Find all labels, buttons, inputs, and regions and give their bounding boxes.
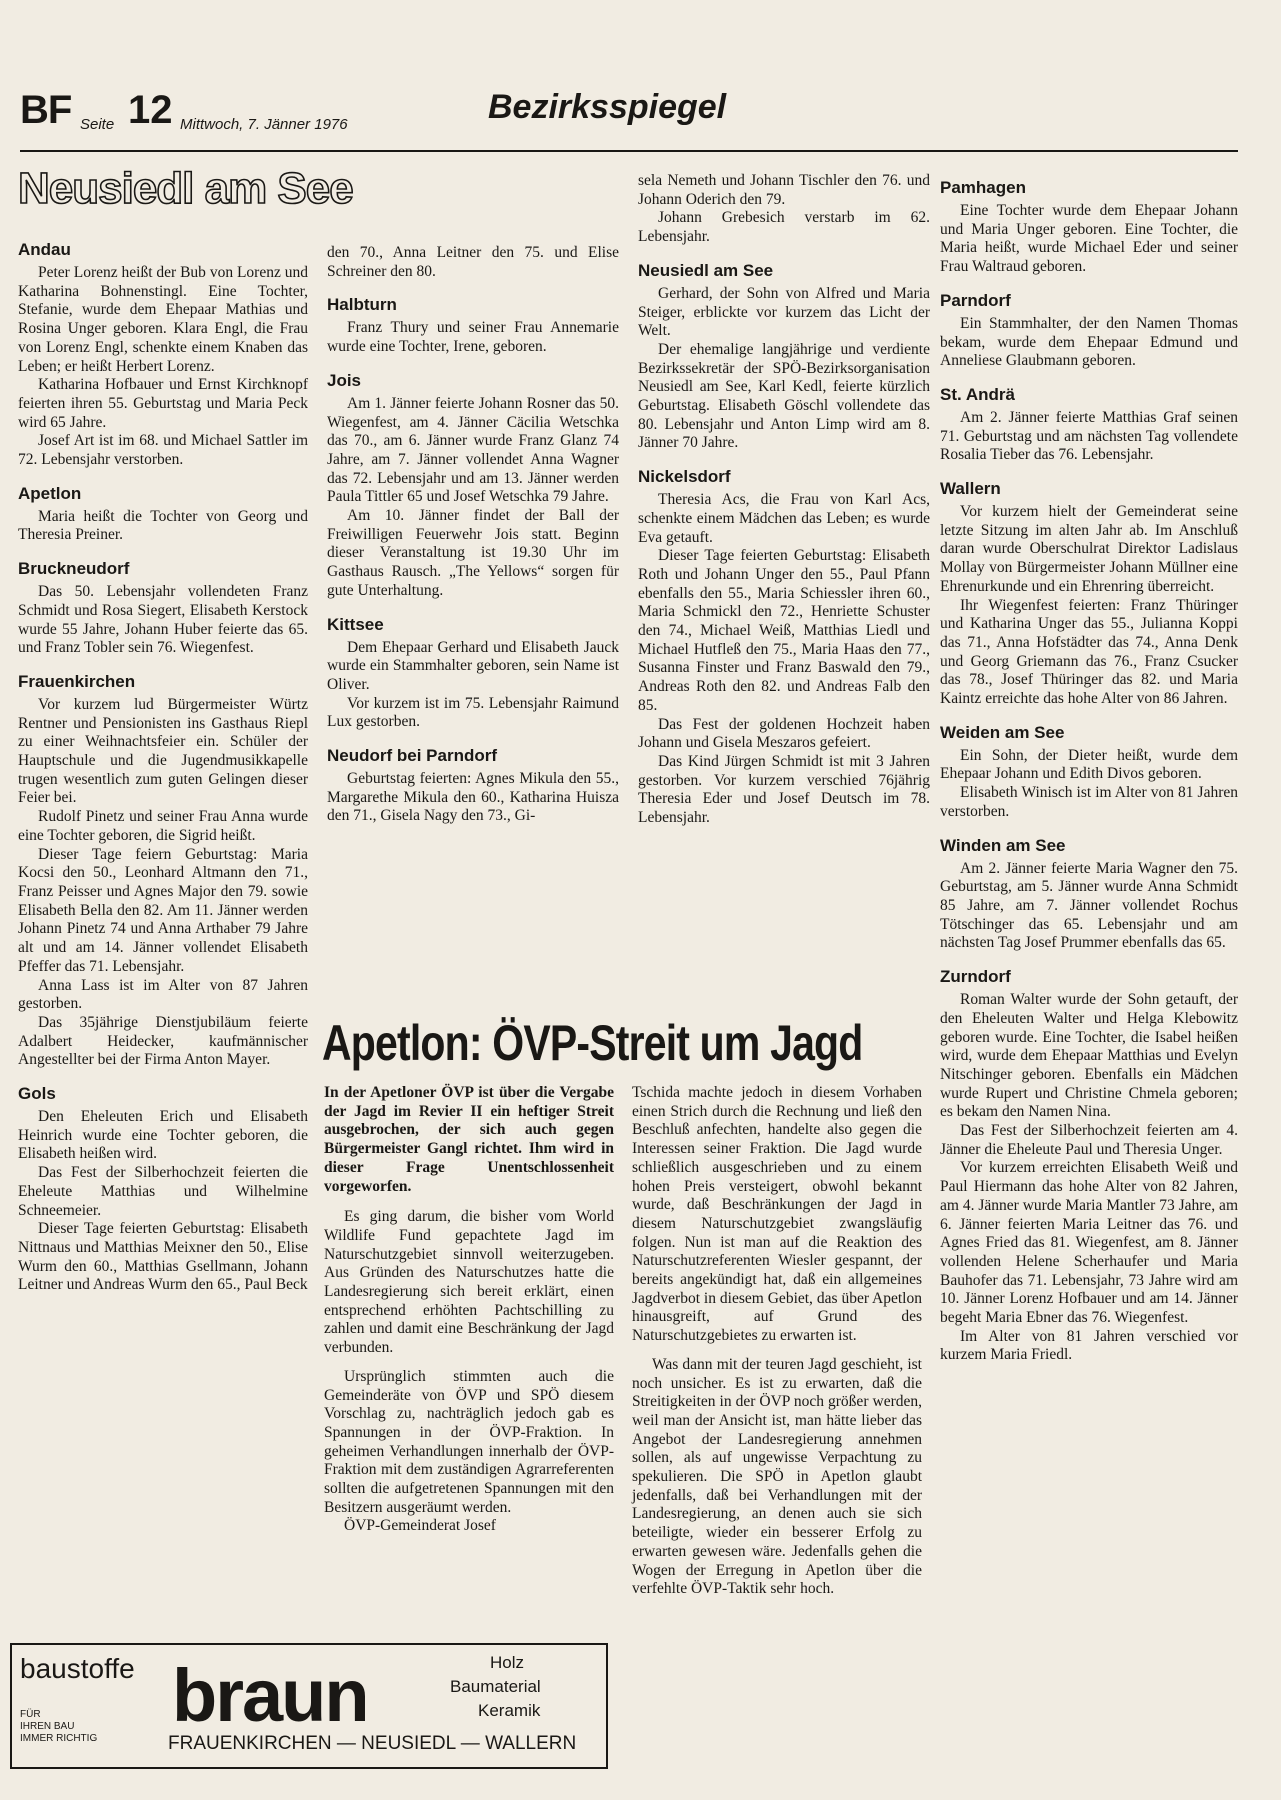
heading-weiden: Weiden am See	[940, 722, 1065, 742]
header-rule	[20, 150, 1238, 152]
paragraph: Es ging darum, die bisher vom World Wildlife Fund gepachtete Jagd im Naturschutzgebiet sinnvoll weiterzugeben. Aus Gründen des Naturschutzes hatte die Landesregierung sich bereit erklärt, einen entsprechend erhöhten Pachtschilling zu zahlen und damit eine Beschränkung der Jagd verbunden.	[324, 1208, 614, 1357]
paragraph: Anna Lass ist im Alter von 87 Jahren gestorben.	[18, 976, 308, 1013]
ad-product-baumaterial: Baumaterial	[450, 1677, 541, 1696]
paragraph: Am 2. Jänner feierte Matthias Graf seinen 71. Geburtstag und am nächsten Tag vollendete Rosalia Tieber das 76. Lebensjahr.	[940, 408, 1238, 464]
paragraph: Rudolf Pinetz und seiner Frau Anna wurde eine Tochter geboren, die Sigrid heißt.	[18, 808, 308, 844]
paragraph: den 70., Anna Leitner den 75. und Elise Schreiner den 80.	[327, 244, 619, 280]
paragraph: Maria heißt die Tochter von Georg und Theresia Preiner.	[18, 507, 308, 544]
heading-nickelsdorf: Nickelsdorf	[638, 467, 731, 487]
ad-product-keramik: Keramik	[478, 1701, 541, 1720]
heading-winden: Winden am See	[940, 835, 1066, 855]
column-3	[638, 172, 930, 828]
heading-jois: Jois	[327, 370, 362, 390]
paragraph: Der ehemalige langjährige und verdiente Bezirkssekretär der SPÖ-Bezirksorganisation Neusiedl am See, Karl Kedl, feierte kürzlich Geburtstag. Elisabeth Göschl vollendete das 80. Lebensjahr und Anton Limp wird am 8. Jänner 70 Jahre.	[638, 340, 930, 452]
paragraph: Im Alter von 81 Jahren verschied vor kurzem Maria Friedl.	[940, 1327, 1238, 1364]
article-lead: In der Apetloner ÖVP ist über die Vergabe der Jagd im Revier II ein heftiger Streit ausgebrochen, der sich auch gegen Bürgermeister Gangl richtet. Ihm wird in dieser Frage Unentschlossenheit vorgeworfen.	[324, 1084, 614, 1195]
article-column-left	[324, 1084, 614, 1536]
paragraph: ÖVP-Gemeinderat Josef	[344, 1517, 496, 1535]
heading-wallern: Wallern	[940, 479, 1001, 499]
paragraph: Theresia Acs, die Frau von Karl Acs, schenkte einem Mädchen das Leben; es wurde Eva getauft.	[638, 491, 930, 546]
paragraph: Was dann mit der teuren Jagd geschieht, ist noch unsicher. Es ist zu erwarten, daß die Streitigkeiten in der ÖVP noch größer werden, weil man der Ansicht ist, man hätte lieber das Angebot der Landesregierung annehmen sollen, als auf ungewisse Verpachtung zu spekulieren. Die SPÖ in Apetlon glaubt jedenfalls, daß bei Verhandlungen mit der Landesregierung, an denen auch sie sich beteiligte, wieder ein besserer Erfolg zu erwarten gewesen wäre. Jedenfalls gehen die Wogen der Erregung in Apetlon über die verfehlte ÖVP-Taktik sehr hoch.	[632, 1355, 922, 1598]
paragraph: Das 50. Lebensjahr vollendeten Franz Schmidt und Rosa Siegert, Elisabeth Kerstock wurde 55 Jahre, Johann Huber feierte das 65. und Franz Tobler sein 76. Wiegenfest.	[18, 583, 308, 657]
paragraph: Das Fest der goldenen Hochzeit haben Johann und Gisela Meszaros gefeiert.	[638, 715, 930, 752]
heading-halbturn: Halbturn	[327, 295, 397, 315]
paragraph: Das Kind Jürgen Schmidt ist mit 3 Jahren gestorben. Vor kurzem verschied 76jährig Theresia Eder und Josef Deutsch im 78. Lebensjahr.	[638, 752, 930, 827]
paragraph: Geburtstag feierten: Agnes Mikula den 55., Margarethe Mikula den 60., Katharina Huisza den 71., Gisela Nagy den 73., Gi-	[327, 770, 619, 825]
ad-locations: FRAUENKIRCHEN — NEUSIEDL — WALLERN	[168, 1733, 577, 1754]
paragraph: Das Fest der Silberhochzeit feierten die Eheleute Matthias und Wilhelmine Schneemeier.	[18, 1164, 308, 1219]
heading-st-andrae: St. Andrä	[940, 384, 1015, 404]
heading-parndorf: Parndorf	[940, 290, 1011, 310]
article-headline: Apetlon: ÖVP-Streit um Jagd	[322, 1015, 863, 1071]
ad-tagline-3: IMMER RICHTIG	[20, 1733, 98, 1744]
paragraph: Ihr Wiegenfest feierten: Franz Thüringer und Katharina Unger das 55., Julianna Koppi das 71., Anna Hofstädter das 74., Anna Denk und Georg Griemann das 76., Franz Csucker das 78., Josef Thüringer das 82. und Maria Kaintz erreichte das hohe Alter von 86 Jahren.	[940, 596, 1238, 708]
paragraph: Ursprünglich stimmten auch die Gemeinderäte von ÖVP und SPÖ diesem Vorschlag zu, nachträglich jedoch gab es Spannungen in der ÖVP-Fraktion. In geheimen Verhandlungen innerhalb der ÖVP-Fraktion mit dem zuständigen Agrarreferenten sollten die aufgetretenen Spannungen mit den Besitzern ausgeräumt werden.	[324, 1367, 614, 1516]
paragraph: Dem Ehepaar Gerhard und Elisabeth Jauck wurde ein Stammhalter geboren, sein Name ist Oliver.	[327, 638, 619, 693]
paragraph: Katharina Hofbauer und Ernst Kirchknopf feierten ihren 55. Geburtstag und Maria Peck wird 65 Jahre.	[18, 376, 308, 431]
article-column-right	[632, 1084, 922, 1599]
paragraph: Josef Art ist im 68. und Michael Sattler im 72. Lebensjahr verstorben.	[18, 432, 308, 469]
heading-gols: Gols	[18, 1084, 56, 1104]
paragraph: Dieser Tage feiern Geburtstag: Maria Kocsi den 50., Leonhard Altmann den 71., Franz Peisser und Agnes Major den 79. sowie Elisabeth Bella den 82. Am 11. Jänner werden Johann Pinetz 74 und Anna Arthaber 79 Jahre alt und am 14. Jänner vollendet Elisabeth Pfeffer das 71. Lebensjahr.	[18, 845, 308, 975]
heading-andau: Andau	[18, 240, 71, 259]
paragraph: Tschida machte jedoch in diesem Vorhaben einen Strich durch die Rechnung und ließ den Beschluß anfechten, handelte also gegen die Interessen seiner Fraktion. Die Jagd wurde schließlich ausgeschrieben und zu einem hohen Preis versteigert, obwohl bekannt wurde, daß Beschränkungen der Jagd in diesem Naturschutzgebiet zwangsläufig folgen. Nun ist man auf die Reaktion des Naturschutzreferenten Wiesler gespannt, der bereits angekündigt hat, daß ein allgemeines Jagdverbot in diesem Gebiet, das über Apetlon hinausgreift, auf Grund des Naturschutzgebietes zu erwarten ist.	[632, 1084, 922, 1345]
paragraph: Eine Tochter wurde dem Ehepaar Johann und Maria Unger geboren. Eine Tochter, die Maria heißt, wurde Michael Eder und seiner Frau Waltraud geboren.	[940, 202, 1238, 276]
advertisement-braun	[10, 1643, 608, 1769]
heading-neudorf: Neudorf bei Parndorf	[327, 746, 498, 766]
paragraph: sela Nemeth und Johann Tischler den 76. und Johann Oderich den 79.	[638, 172, 930, 208]
column-2	[327, 244, 619, 826]
paragraph: Vor kurzem hielt der Gemeinderat seine letzte Sitzung im alten Jahr ab. Im Anschluß daran wurde Oberschulrat Direktor Ladislaus Mollay von Bürgermeister Johann Müllner eine Ehrenurkunde und ein Ehrenring überreicht.	[940, 503, 1238, 595]
heading-bruckneudorf: Bruckneudorf	[18, 559, 130, 579]
paragraph: Ein Stammhalter, der den Namen Thomas bekam, wurde dem Ehepaar Edmund und Anneliese Glaubmann geboren.	[940, 314, 1238, 370]
heading-apetlon: Apetlon	[18, 483, 82, 503]
paragraph: Vor kurzem ist im 75. Lebensjahr Raimund Lux gestorben.	[327, 694, 619, 731]
paragraph: Am 1. Jänner feierte Johann Rosner das 50. Wiegenfest, am 4. Jänner Cäcilia Wetschka das 70., am 6. Jänner wurde Franz Glanz 74 Jahre, am 7. Jänner vollendet Anna Wagner das 72. Lebensjahr und am 13. Jänner werden Paula Tittler 65 und Josef Wetschka 79 Jahre.	[327, 394, 619, 506]
heading-frauenkirchen: Frauenkirchen	[18, 671, 136, 691]
paragraph: Am 10. Jänner findet der Ball der Freiwilligen Feuerwehr Jois statt. Beginn dieser Veranstaltung ist 19.30 Uhr im Gasthaus Rausch. „The Yellows“ sorgen für gute Unterhaltung.	[327, 507, 619, 599]
heading-kittsee: Kittsee	[327, 614, 384, 634]
paragraph: Johann Grebesich verstarb im 62. Lebensjahr.	[638, 209, 930, 246]
column-4	[940, 178, 1238, 1365]
ad-baustoffe: baustoffe	[20, 1653, 135, 1684]
paragraph: Dieser Tage feierten Geburtstag: Elisabeth Roth und Johann Unger den 55., Paul Pfann ebenfalls den 55., Maria Schiessler ihren 60., Maria Schmickl den 72., Henriette Schuster den 74., Michael Weiß, Matthias Liedl und Michael Hutfleß den 75., Maria Haas den 77., Susanna Finster und Franz Baswald den 79., Andreas Roth den 82. und Andreas Falb den 85.	[638, 547, 930, 714]
paragraph: Peter Lorenz heißt der Bub von Lorenz und Katharina Bohnenstingl. Eine Tochter, Stefanie, wurde dem Ehepaar Mathias und Rosina Unger geboren. Klara Engl, die Frau von Lorenz Engl, schenkte einem Knaben das Leben; er heißt Herbert Lorenz.	[18, 264, 308, 375]
issue-date: Mittwoch, 7. Jänner 1976	[180, 116, 348, 133]
heading-zurndorf: Zurndorf	[940, 967, 1011, 987]
paragraph: Vor kurzem erreichten Elisabeth Weiß und Paul Hiermann das hohe Alter von 82 Jahren, am 4. Jänner wurde Maria Mantler 73 Jahre, am 6. Jänner feierten Maria Leitner das 76. und Agnes Fried das 81. Wiegenfest, am 8. Jänner vollenden Helene Scherhaufer und Maria Bauhofer das 71. Lebensjahr, 73 Jahre wird am 10. Jänner Lorenz Hofbauer und am 14. Jänner begeht Maria Ebner das 76. Wiegenfest.	[940, 1159, 1238, 1327]
masthead-logo: BF	[20, 88, 72, 132]
page-label: Seite	[80, 116, 115, 133]
paragraph: Dieser Tage feierten Geburtstag: Elisabeth Nittnaus und Matthias Meixner den 50., Elise Wurm den 60., Matthias Gsellmann, Johann Leitner und Andreas Wurm den 65., Paul Beck	[18, 1220, 308, 1294]
paragraph: Gerhard, der Sohn von Alfred und Maria Steiger, erblickte vor kurzem das Licht der Welt.	[638, 284, 930, 340]
heading-pamhagen: Pamhagen	[940, 178, 1026, 197]
page-number: 12	[128, 88, 173, 132]
paragraph: Elisabeth Winisch ist im Alter von 81 Jahren verstorben.	[940, 784, 1238, 820]
paragraph: Das Fest der Silberhochzeit feierten am 4. Jänner die Eheleute Paul und Theresia Unger.	[940, 1122, 1238, 1158]
paragraph: Vor kurzem lud Bürgermeister Würtz Rentner und Pensionisten ins Gasthaus Riepl zu einer Weihnachtsfeier ein. Schüler der Hauptschule und die Jugendmusikkapelle trugen wesentlich zum guten Gelingen dieser Feier bei.	[18, 695, 308, 807]
region-title: Neusiedl am See	[18, 164, 353, 213]
ad-tagline-1: FÜR	[20, 1709, 41, 1720]
paragraph: Franz Thury und seiner Frau Annemarie wurde eine Tochter, Irene, geboren.	[327, 319, 619, 356]
paragraph: Roman Walter wurde der Sohn getauft, der den Eheleuten Walter und Helga Klebowitz geboren wurde. Eine Tochter, die Isabel heißen wird, wurde dem Ehepaar Matthias und Evelyn Nitschinger geboren. Ebenfalls ein Mädchen wurde Rupert und Christine Chmela geboren; es bekam den Namen Nina.	[940, 991, 1238, 1121]
ad-product-holz: Holz	[490, 1653, 525, 1672]
heading-neusiedl: Neusiedl am See	[638, 260, 774, 280]
ad-tagline-2: IHREN BAU	[20, 1721, 75, 1732]
ad-brand: braun	[172, 1654, 368, 1737]
section-title: Bezirksspiegel	[488, 88, 727, 126]
paragraph: Am 2. Jänner feierte Maria Wagner den 75. Geburtstag, am 5. Jänner wurde Anna Schmidt 85 Jahre, am 7. Jänner vollendet Rochus Tötschinger das 65. Lebensjahr und am nächsten Tag Josef Prummer ebenfalls das 65.	[940, 859, 1238, 952]
paragraph: Ein Sohn, der Dieter heißt, wurde dem Ehepaar Johann und Edith Divos geboren.	[940, 746, 1238, 783]
paragraph: Den Eheleuten Erich und Elisabeth Heinrich wurde eine Tochter geboren, die Elisabeth heißen wird.	[18, 1108, 308, 1163]
column-1	[18, 240, 308, 1295]
paragraph: Das 35jährige Dienstjubiläum feierte Adalbert Heidecker, kaufmännischer Angestellter bei der Firma Anton Mayer.	[18, 1013, 308, 1069]
